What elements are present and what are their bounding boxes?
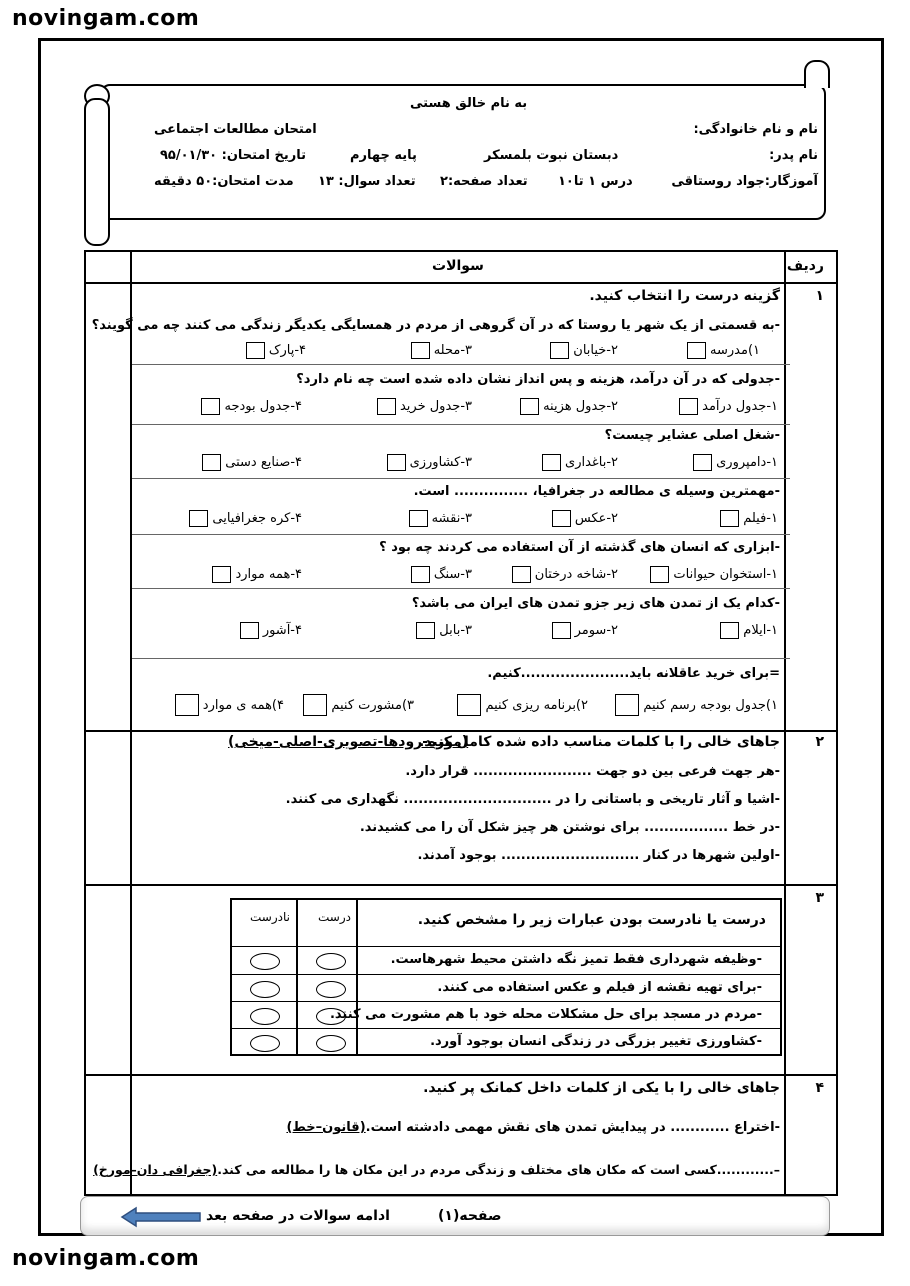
q1-item5-opt3[interactable]: ۳-سنگ: [411, 566, 472, 583]
checkbox[interactable]: [720, 510, 739, 527]
checkbox[interactable]: [409, 510, 428, 527]
q1-item2-opt3[interactable]: ۳-جدول خرید: [377, 398, 472, 415]
margin-col-divider: [130, 252, 132, 1194]
true-option[interactable]: [316, 1008, 346, 1025]
q1-item4-question: -مهمترین وسیله ی مطالعه در جغرافیا، ............... است.: [413, 484, 780, 499]
checkbox[interactable]: [240, 622, 259, 639]
q3-title: درست یا نادرست بودن عبارات زیر را مشخص کنید.: [417, 912, 766, 928]
q2-word-bank: (موزه-رودها-تصویری-اصلی-میخی): [228, 734, 469, 750]
exam-duration: مدت امتحان:۵۰ دقیقه: [154, 174, 294, 189]
teacher-name: آموزگار:جواد روستاقی: [671, 174, 818, 189]
lessons-range: درس ۱ تا۱۰: [558, 174, 633, 189]
q1-item3-question: -شغل اصلی عشایر چیست؟: [604, 428, 780, 443]
false-option[interactable]: [250, 981, 280, 998]
q1-item5-question: -ابزاری که انسان های گذشته از آن استفاده می کردند چه بود ؟: [379, 540, 780, 555]
q1-item6-opt1[interactable]: ۱-ایلام: [720, 622, 778, 639]
checkbox[interactable]: [377, 398, 396, 415]
col-true: درست: [318, 910, 351, 924]
checkbox[interactable]: [416, 622, 435, 639]
checkbox[interactable]: [457, 694, 481, 716]
name-label: نام و نام خانوادگی:: [693, 122, 818, 137]
checkbox[interactable]: [303, 694, 327, 716]
q1-item4-opt1[interactable]: ۱-فیلم: [720, 510, 778, 527]
col-header-questions: سوالات: [432, 258, 484, 274]
q1-item6-question: -کدام یک از تمدن های زیر جزو تمدن های ایران می باشد؟: [411, 596, 780, 611]
page-count: تعداد صفحه:۲: [440, 174, 528, 189]
checkbox[interactable]: [552, 622, 571, 639]
q1-item2-opt4[interactable]: ۴-جدول بودجه: [201, 398, 302, 415]
true-option[interactable]: [316, 981, 346, 998]
checkbox[interactable]: [387, 454, 406, 471]
q1-item4-opt4[interactable]: ۴-کره جغرافیایی: [189, 510, 302, 527]
checkbox[interactable]: [411, 566, 430, 583]
q2-title: جاهای خالی را با کلمات مناسب داده شده کامل کنید.: [418, 734, 780, 750]
checkbox[interactable]: [615, 694, 639, 716]
q1-item3-opt3[interactable]: ۳-کشاورزی: [387, 454, 472, 471]
q2-number: ۲: [815, 734, 824, 750]
checkbox[interactable]: [679, 398, 698, 415]
true-option[interactable]: [316, 1035, 346, 1052]
watermark-top: novingam.com: [12, 6, 200, 31]
q1-item2-opt2[interactable]: ۲-جدول هزینه: [520, 398, 618, 415]
q4-title: جاهای خالی را با یکی از کلمات داخل کمانک پر کنید.: [423, 1080, 780, 1096]
q1-item2-opt1[interactable]: ۱-جدول درآمد: [679, 398, 778, 415]
q4-line2-choices: (جغرافی دان–مورخ): [93, 1162, 218, 1177]
q1-item3-opt2[interactable]: ۲-باغداری: [542, 454, 618, 471]
basmala: به نام خالق هستی: [410, 96, 528, 111]
q1-item5-opt4[interactable]: ۴-همه موارد: [212, 566, 302, 583]
checkbox[interactable]: [552, 510, 571, 527]
q4-line1: -اختراع ............ در پیدایش تمدن های نقش مهمی دادشته است.(قانون–خط): [286, 1120, 780, 1135]
q3-row2: -برای تهیه نقشه از فیلم و عکس استفاده می کنند.: [437, 980, 762, 995]
checkbox[interactable]: [650, 566, 669, 583]
watermark-bottom: novingam.com: [12, 1246, 200, 1271]
checkbox[interactable]: [693, 454, 712, 471]
col-header-row: ردیف: [786, 258, 824, 274]
checkbox[interactable]: [189, 510, 208, 527]
q1-item6-opt3[interactable]: ۳-بابل: [416, 622, 472, 639]
false-option[interactable]: [250, 1035, 280, 1052]
checkbox[interactable]: [202, 454, 221, 471]
checkbox[interactable]: [411, 342, 430, 359]
q4-line2: –............کسی است که مکان های مختلف و زندگی مردم در این مکان ها را مطالعه می کند.(جغرافی دان–مورخ): [93, 1162, 780, 1177]
checkbox[interactable]: [550, 342, 569, 359]
school-name: دبستان نبوت بلمسکر: [484, 148, 619, 163]
q2-line3: -در خط ................. برای نوشتن هر چیز شکل آن را می کشیدند.: [359, 820, 780, 835]
q2-line2: -اشیا و آثار تاریخی و باستانی را در .............................. نگهداری می کنند.: [285, 792, 780, 807]
q1-item1-opt1[interactable]: ۱)مدرسه: [687, 342, 760, 359]
checkbox[interactable]: [520, 398, 539, 415]
q1-item6-opt4[interactable]: ۴-آشور: [240, 622, 302, 639]
continue-note: ادامه سوالات در صفحه بعد: [206, 1208, 390, 1224]
q3-row1: -وظیفه شهرداری فقط تمیز نگه داشتن محیط شهرهاست.: [390, 952, 762, 967]
q1-item7-opt4[interactable]: ۴)همه ی موارد: [175, 694, 284, 716]
col-false: نادرست: [250, 910, 290, 924]
q1-item5-opt1[interactable]: ۱-استخوان حیوانات: [650, 566, 778, 583]
q1-item7-question: =برای خرید عاقلانه باید......................کنیم.: [487, 666, 780, 681]
checkbox[interactable]: [246, 342, 265, 359]
checkbox[interactable]: [212, 566, 231, 583]
q1-item5-opt2[interactable]: ۲-شاخه درختان: [512, 566, 618, 583]
checkbox[interactable]: [687, 342, 706, 359]
checkbox[interactable]: [512, 566, 531, 583]
q1-item6-opt2[interactable]: ۲-سومر: [552, 622, 618, 639]
page-number: صفحه(۱): [438, 1208, 502, 1224]
q3-number: ۳: [815, 890, 824, 906]
q4-line1-choices: (قانون–خط): [286, 1120, 366, 1135]
q1-item7-opt2[interactable]: ۲)برنامه ریزی کنیم: [457, 694, 588, 716]
q1-item4-opt2[interactable]: ۲-عکس: [552, 510, 618, 527]
q1-item2-question: -جدولی که در آن درآمد، هزینه و پس انداز نشان داده شده است چه نام دارد؟: [296, 372, 780, 387]
q3-row3: -مردم در مسجد برای حل مشکلات محله خود با هم مشورت می کنند.: [329, 1007, 762, 1022]
scroll-curl-top-right: [804, 60, 830, 88]
q1-number: ۱: [815, 288, 824, 304]
q1-item4-opt3[interactable]: ۳-نقشه: [409, 510, 472, 527]
row-col-divider: [784, 252, 786, 1194]
scroll-curl-left: [84, 98, 110, 246]
q1-item1-question: -به قسمتی از یک شهر یا روستا که در آن گروهی از مردم در همسایگی یکدیگر زندگی می کنند چه می گویند؟: [91, 318, 780, 333]
exam-title: امتحان مطالعات اجتماعی: [154, 122, 317, 137]
exam-date: تاریخ امتحان: ۹۵/۰۱/۳۰: [160, 148, 307, 163]
q1-item1-opt2[interactable]: ۲-خیابان: [550, 342, 618, 359]
arrow-left-icon: [120, 1206, 202, 1228]
q1-item3-opt4[interactable]: ۴-صنایع دستی: [202, 454, 302, 471]
true-option[interactable]: [316, 953, 346, 970]
question-count: تعداد سوال: ۱۳: [318, 174, 416, 189]
checkbox[interactable]: [201, 398, 220, 415]
q1-item3-opt1[interactable]: ۱-دامپروری: [693, 454, 778, 471]
q4-number: ۴: [815, 1080, 824, 1096]
checkbox[interactable]: [720, 622, 739, 639]
father-label: نام پدر:: [769, 148, 818, 163]
false-option[interactable]: [250, 953, 280, 970]
q1-title: گزینه درست را انتخاب کنید.: [589, 288, 780, 304]
checkbox[interactable]: [175, 694, 199, 716]
false-option[interactable]: [250, 1008, 280, 1025]
checkbox[interactable]: [542, 454, 561, 471]
grade: پایه چهارم: [350, 148, 417, 163]
q1-item7-opt1[interactable]: ۱)جدول بودجه رسم کنیم: [615, 694, 778, 716]
q2-line4: -اولین شهرها در کنار ............................ بوجود آمدند.: [417, 848, 780, 863]
q2-line1: -هر جهت فرعی بین دو جهت ........................ قرار دارد.: [405, 764, 780, 779]
q1-item1-opt4[interactable]: ۴-پارک: [246, 342, 306, 359]
q3-row4: -کشاورزی تغییر بزرگی در زندگی انسان بوجود آورد.: [430, 1034, 762, 1049]
q1-item7-opt3[interactable]: ۳)مشورت کنیم: [303, 694, 414, 716]
q1-item1-opt3[interactable]: ۳-محله: [411, 342, 472, 359]
